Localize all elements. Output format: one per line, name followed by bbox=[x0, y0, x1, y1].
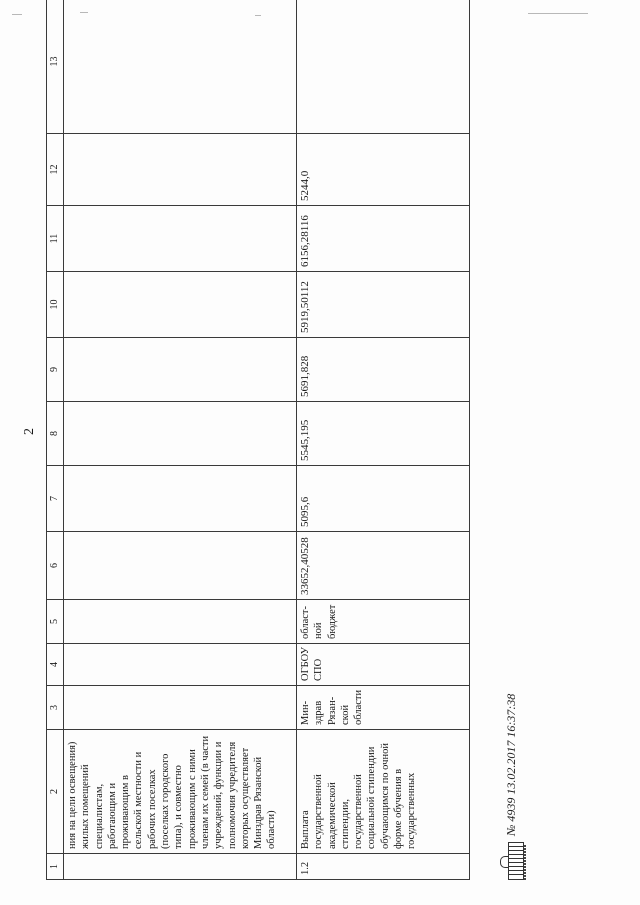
cell-result bbox=[64, 0, 297, 134]
cell-year-value bbox=[64, 466, 297, 532]
column-header: 12 bbox=[47, 134, 64, 206]
registration-number: № 4939 13.02.2017 16:37:38 bbox=[504, 693, 518, 836]
registry-stamp-icon bbox=[500, 844, 526, 880]
column-header: 1 bbox=[47, 854, 64, 880]
column-header: 9 bbox=[47, 338, 64, 402]
scan-speck bbox=[12, 14, 22, 15]
column-header: 5 bbox=[47, 600, 64, 644]
cell-total: 33652,40528 bbox=[297, 532, 470, 600]
table-row bbox=[297, 0, 470, 880]
cell-item-number bbox=[64, 854, 297, 880]
cell-year-value bbox=[64, 272, 297, 338]
cell-executor bbox=[64, 686, 297, 730]
column-header: 10 bbox=[47, 272, 64, 338]
column-header: 8 bbox=[47, 402, 64, 466]
column-header: 4 bbox=[47, 644, 64, 686]
column-header: 13 bbox=[47, 0, 64, 134]
page-number: 2 bbox=[22, 428, 37, 435]
cell-year-value bbox=[64, 134, 297, 206]
column-header: 2 bbox=[47, 730, 64, 854]
cell-year-value: 5691,828 bbox=[297, 338, 470, 402]
cell-item-number: 1.2 bbox=[297, 854, 470, 880]
cell-year-value bbox=[64, 402, 297, 466]
cell-funding-source bbox=[64, 600, 297, 644]
registration-footer bbox=[496, 620, 536, 880]
cell-year-value: 5095,6 bbox=[297, 466, 470, 532]
cell-year-value bbox=[64, 338, 297, 402]
cell-description: Выплата государственной академической стипендии, государственной социальной стипендии обучающимся по очной форме обучения в государственных bbox=[297, 730, 470, 854]
cell-result bbox=[297, 0, 470, 134]
rotated-sheet bbox=[18, 20, 608, 880]
cell-participant bbox=[64, 644, 297, 686]
column-header: 6 bbox=[47, 532, 64, 600]
cell-year-value: 6156,28116 bbox=[297, 206, 470, 272]
cell-year-value: 5244,0 bbox=[297, 134, 470, 206]
cell-description: ния на цели освещения) жилых помещений специалистам, работающим и проживающим в сельской местности и рабочих поселках (поселках городского типа), и совместно проживающим с ними членам их семей (в части учреждений, функции и полномочия учредителя которых осуществляет Минздрав Рязанской области) bbox=[64, 730, 297, 854]
cell-year-value bbox=[64, 206, 297, 272]
cell-executor: Мин-здрав Рязан-ской области bbox=[297, 686, 470, 730]
cell-year-value: 5545,195 bbox=[297, 402, 470, 466]
table-row bbox=[64, 0, 297, 880]
scan-speck bbox=[528, 13, 588, 14]
column-header: 3 bbox=[47, 686, 64, 730]
cell-year-value: 5919,50112 bbox=[297, 272, 470, 338]
column-header: 11 bbox=[47, 206, 64, 272]
cell-participant: ОГБОУ СПО bbox=[297, 644, 470, 686]
header-row bbox=[47, 0, 64, 880]
cell-funding-source: област-ной бюджет bbox=[297, 600, 470, 644]
budget-table bbox=[46, 0, 470, 880]
column-header: 7 bbox=[47, 466, 64, 532]
cell-total bbox=[64, 532, 297, 600]
